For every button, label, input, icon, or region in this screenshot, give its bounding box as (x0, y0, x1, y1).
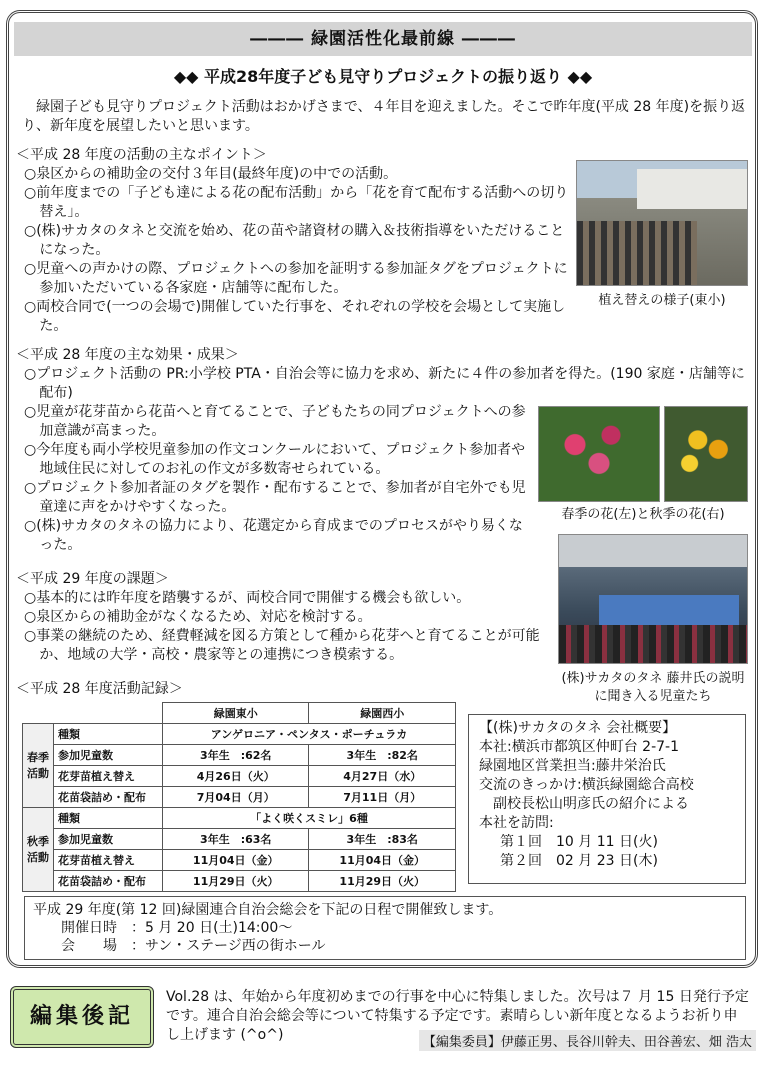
photo-explanation (558, 534, 748, 664)
profile-line: 交流のきっかけ:横浜緑園総合高校 (479, 777, 694, 793)
list-item: ○両校合同で(一つの会場で)開催していた行事を、それぞれの学校を会場として実施した。 (24, 299, 566, 334)
intro-paragraph: 緑園子ども見守りプロジェクト活動はおかげさまで、４年目を迎えました。そこで昨年度(平成 28 年度)を振り返り、新年度を展望したいと思います。 (22, 99, 746, 134)
editor-note-badge: 編集後記 (10, 986, 154, 1048)
row-label: 花芽苗植え替え (54, 850, 163, 871)
record-heading: ＜平成 28 年度活動記録＞ (16, 681, 183, 697)
issues-list (24, 589, 554, 665)
list-item: ○(株)サカタのタネと交流を始め、花の苗や諸資材の購入＆技術指導をいただけることになった。 (24, 223, 565, 258)
list-item: ○事業の継続のため、経費軽減を図る方策として種から花芽へと育てることが可能か、地域の大学・高校・農家等との連携につき模索する。 (24, 628, 540, 663)
list-item: ○泉区からの補助金の交付３年目(最終年度)の中での活動。 (24, 166, 398, 182)
editor-note-text: Vol.28 は、年始から年度初めまでの行事を中心に特集しました。次号は７ 月 15 日発行予定です。連合自治会総会等について特集する予定です。素晴らしい新年度となるようお祈り申し上げます (^o^) (166, 989, 749, 1043)
list-item: ○プロジェクト活動の PR:小学校 PTA・自治会等に協力を求め、新たに４件の参加者を得た。(190 家庭・店舗等に配布) (24, 366, 745, 401)
table-cell: 7月04日（月） (163, 787, 309, 808)
meeting-venue: 会 場 ：サン・ステージ西の街ホール (61, 938, 326, 954)
list-item: ○児童への声かけの際、プロジェクトへの参加を証明する参加証タグをプロジェクトに参加いただいている各家庭・店舗等に配布した。 (24, 261, 568, 296)
table-cell: 11月04日（金） (309, 850, 456, 871)
general-meeting-notice (24, 896, 746, 960)
column-header: 緑園東小 (163, 703, 309, 724)
row-label: 花苗袋詰め・配布 (54, 787, 163, 808)
list-item: ○児童が花芽苗から花苗へと育てることで、子どもたちの同プロジェクトへの参加意識が高まった。 (24, 404, 526, 439)
list-item: ○基本的には昨年度を踏襲するが、両校合同で開催する機会も欲しい。 (24, 590, 471, 606)
season-label: 秋季活動 (23, 808, 54, 892)
profile-line: 第１回 10 月 11 日(火) (500, 834, 658, 850)
effects-heading: ＜平成 28 年度の主な効果・成果＞ (16, 347, 239, 363)
photo-spring-flowers (538, 406, 660, 502)
table-cell: 11月29日（火） (309, 871, 456, 892)
activity-record-table (22, 702, 456, 892)
profile-line: 本社:横浜市都筑区仲町台 2-7-1 (479, 739, 679, 755)
table-cell: 4月26日（火） (163, 766, 309, 787)
table-cell: 3年生 :63名 (163, 829, 309, 850)
table-cell: 7月11日（月） (309, 787, 456, 808)
table-cell: 「よく咲くスミレ」6種 (163, 808, 456, 829)
list-item: ○泉区からの補助金がなくなるため、対応を検討する。 (24, 609, 372, 625)
table-cell: 4月27日（水） (309, 766, 456, 787)
table-cell: 11月04日（金） (163, 850, 309, 871)
table-cell: 11月29日（火） (163, 871, 309, 892)
photo-caption: (株)サカタのタネ 藤井氏の説明に聞き入る児童たち (561, 671, 745, 704)
points-heading: ＜平成 28 年度の活動の主なポイント＞ (16, 147, 267, 163)
list-item: ○(株)サカタのタネの協力により、花選定から育成までのプロセスがやり易くなった。 (24, 518, 523, 553)
meeting-date: 開催日時 ：5 月 20 日(土)14:00～ (61, 920, 293, 936)
profile-line: 緑園地区営業担当:藤井栄治氏 (479, 758, 666, 774)
table-cell: 3年生 :83名 (309, 829, 456, 850)
photo-caption: 春季の花(左)と秋季の花(右) (561, 507, 725, 522)
photo-replanting (576, 160, 748, 286)
photo-autumn-flowers (664, 406, 748, 502)
season-label: 春季活動 (23, 724, 54, 808)
profile-line: 副校長松山明彦氏の紹介による (493, 796, 689, 812)
company-profile-box (468, 714, 746, 884)
column-header: 緑園西小 (309, 703, 456, 724)
table-cell: 3年生 :82名 (309, 745, 456, 766)
photo-caption: 植え替えの様子(東小) (598, 293, 726, 308)
effects-list (24, 403, 534, 555)
article-title: ◆◆ 平成28年度子ども見守りプロジェクトの振り返り ◆◆ (173, 67, 593, 86)
row-label: 花芽苗植え替え (54, 766, 163, 787)
editorial-committee: 【編集委員】伊藤正男、長谷川幹夫、田谷善宏、畑 浩太 (419, 1030, 756, 1051)
profile-title: 【(株)サカタのタネ 会社概要】 (479, 720, 677, 736)
row-label: 種類 (54, 724, 163, 745)
profile-line: 本社を訪問: (479, 815, 554, 831)
list-item: ○プロジェクト参加者証のタグを製作・配布することで、参加者が自宅外でも児童達に声をかけやすくなった。 (24, 480, 526, 515)
meeting-line: 平成 29 年度(第 12 回)緑園連合自治会総会を下記の日程で開催致します。 (33, 902, 503, 918)
list-item: ○前年度までの「子ども達による花の配布活動」から「花を育て配布する活動への切り替え」。 (24, 185, 569, 220)
table-cell: アンゲロニア・ペンタス・ポーチュラカ (163, 724, 456, 745)
issues-heading: ＜平成 29 年度の課題＞ (16, 571, 169, 587)
points-list (24, 165, 570, 336)
effects-list-wide (24, 365, 748, 403)
row-label: 花苗袋詰め・配布 (54, 871, 163, 892)
table-cell: 3年生 :62名 (163, 745, 309, 766)
row-label: 参加児童数 (54, 829, 163, 850)
row-label: 参加児童数 (54, 745, 163, 766)
row-label: 種類 (54, 808, 163, 829)
list-item: ○今年度も両小学校児童参加の作文コンクールにおいて、プロジェクト参加者や地域住民に対してのお礼の作文が多数寄せられている。 (24, 442, 526, 477)
section-banner: ――― 緑園活性化最前線 ――― (14, 22, 752, 56)
profile-line: 第２回 02 月 23 日(木) (500, 853, 658, 869)
